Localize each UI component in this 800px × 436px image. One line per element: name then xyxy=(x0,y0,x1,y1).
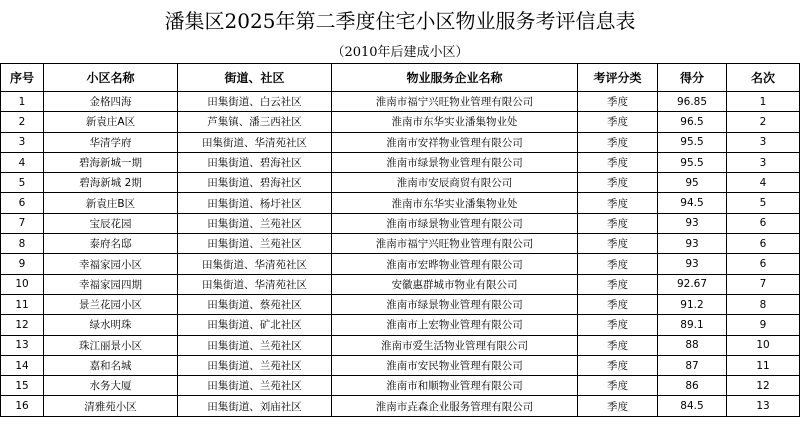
cell-rank: 3 xyxy=(727,132,800,152)
table-row xyxy=(1,396,800,416)
cell-score: 93 xyxy=(658,234,727,254)
cell-category: 季度 xyxy=(578,274,658,294)
cell-company: 淮南市东华实业潘集物业处 xyxy=(332,193,578,213)
header-cell-rank: 名次 xyxy=(727,64,800,92)
page-title: 潘集区2025年第二季度住宅小区物业服务考评信息表 xyxy=(164,8,636,33)
cell-rank: 4 xyxy=(727,173,800,193)
cell-street: 田集街道、白云社区 xyxy=(178,92,332,112)
cell-index: 4 xyxy=(1,152,44,172)
cell-score: 84.5 xyxy=(658,396,727,416)
cell-community: 景兰花园小区 xyxy=(44,294,178,314)
cell-street: 田集街道、兰苑社区 xyxy=(178,213,332,233)
cell-score: 96.85 xyxy=(658,92,727,112)
header-cell-category: 考评分类 xyxy=(578,64,658,92)
cell-company: 淮南市和顺物业管理有限公司 xyxy=(332,376,578,396)
cell-rank: 11 xyxy=(727,355,800,375)
cell-street: 田集街道、杨圩社区 xyxy=(178,193,332,213)
cell-community: 宝辰花园 xyxy=(44,213,178,233)
cell-community: 新袁庄A区 xyxy=(44,112,178,132)
table-row xyxy=(1,376,800,396)
cell-street: 田集街道、华清苑社区 xyxy=(178,132,332,152)
cell-street: 田集街道、刘庙社区 xyxy=(178,396,332,416)
cell-rank: 12 xyxy=(727,376,800,396)
cell-category: 季度 xyxy=(578,335,658,355)
cell-street: 田集街道、蔡苑社区 xyxy=(178,294,332,314)
cell-community: 新袁庄B区 xyxy=(44,193,178,213)
cell-category: 季度 xyxy=(578,376,658,396)
cell-community: 碧海新城 2期 xyxy=(44,173,178,193)
cell-company: 淮南市安民物业管理有限公司 xyxy=(332,355,578,375)
header-cell-index: 序号 xyxy=(1,64,44,92)
cell-score: 93 xyxy=(658,254,727,274)
cell-community: 清雅苑小区 xyxy=(44,396,178,416)
cell-score: 86 xyxy=(658,376,727,396)
cell-index: 9 xyxy=(1,254,44,274)
table-row xyxy=(1,315,800,335)
table-row xyxy=(1,294,800,314)
cell-rank: 6 xyxy=(727,213,800,233)
cell-index: 3 xyxy=(1,132,44,152)
cell-community: 幸福家园小区 xyxy=(44,254,178,274)
cell-community: 碧海新城一期 xyxy=(44,152,178,172)
table-row xyxy=(1,193,800,213)
cell-company: 淮南市福宁兴旺物业管理有限公司 xyxy=(332,234,578,254)
cell-community: 幸福家园四期 xyxy=(44,274,178,294)
header-cell-community: 小区名称 xyxy=(44,64,178,92)
table-row xyxy=(1,173,800,193)
cell-street: 田集街道、兰苑社区 xyxy=(178,335,332,355)
cell-score: 94.5 xyxy=(658,193,727,213)
cell-index: 1 xyxy=(1,92,44,112)
cell-community: 泰府名邸 xyxy=(44,234,178,254)
title-row xyxy=(1,0,800,38)
cell-score: 88 xyxy=(658,335,727,355)
table-row xyxy=(1,112,800,132)
cell-community: 金格四海 xyxy=(44,92,178,112)
cell-rank: 10 xyxy=(727,335,800,355)
cell-score: 91.2 xyxy=(658,294,727,314)
cell-score: 87 xyxy=(658,355,727,375)
cell-score: 95.5 xyxy=(658,132,727,152)
cell-rank: 3 xyxy=(727,152,800,172)
cell-rank: 13 xyxy=(727,396,800,416)
cell-index: 14 xyxy=(1,355,44,375)
cell-company: 淮南市绿景物业管理有限公司 xyxy=(332,294,578,314)
header-cell-street: 街道、社区 xyxy=(178,64,332,92)
cell-street: 芦集镇、潘三西社区 xyxy=(178,112,332,132)
cell-category: 季度 xyxy=(578,173,658,193)
cell-community: 嘉和名城 xyxy=(44,355,178,375)
table-row xyxy=(1,132,800,152)
cell-community: 珠江丽景小区 xyxy=(44,335,178,355)
cell-rank: 2 xyxy=(727,112,800,132)
cell-category: 季度 xyxy=(578,294,658,314)
header-cell-company: 物业服务企业名称 xyxy=(332,64,578,92)
table-row xyxy=(1,92,800,112)
cell-index: 7 xyxy=(1,213,44,233)
cell-company: 安徽惠群城市物业有限公司 xyxy=(332,274,578,294)
cell-category: 季度 xyxy=(578,254,658,274)
cell-category: 季度 xyxy=(578,315,658,335)
table-row xyxy=(1,152,800,172)
cell-index: 15 xyxy=(1,376,44,396)
cell-category: 季度 xyxy=(578,193,658,213)
cell-score: 89.1 xyxy=(658,315,727,335)
table-row xyxy=(1,254,800,274)
cell-score: 95 xyxy=(658,173,727,193)
cell-company: 淮南市宏晔物业管理有限公司 xyxy=(332,254,578,274)
cell-company: 淮南市安辰商贸有限公司 xyxy=(332,173,578,193)
table-row xyxy=(1,335,800,355)
cell-index: 5 xyxy=(1,173,44,193)
cell-category: 季度 xyxy=(578,234,658,254)
cell-index: 8 xyxy=(1,234,44,254)
cell-company: 淮南市绿景物业管理有限公司 xyxy=(332,213,578,233)
cell-rank: 7 xyxy=(727,274,800,294)
cell-category: 季度 xyxy=(578,92,658,112)
cell-street: 田集街道、碧海社区 xyxy=(178,173,332,193)
cell-index: 6 xyxy=(1,193,44,213)
cell-category: 季度 xyxy=(578,152,658,172)
cell-rank: 5 xyxy=(727,193,800,213)
cell-index: 2 xyxy=(1,112,44,132)
cell-community: 绿水明珠 xyxy=(44,315,178,335)
cell-index: 11 xyxy=(1,294,44,314)
cell-company: 淮南市垚森企业服务管理有限公司 xyxy=(332,396,578,416)
cell-score: 93 xyxy=(658,213,727,233)
cell-index: 10 xyxy=(1,274,44,294)
cell-score: 95.5 xyxy=(658,152,727,172)
cell-company: 淮南市爱生活物业管理有限公司 xyxy=(332,335,578,355)
cell-company: 淮南市福宁兴旺物业管理有限公司 xyxy=(332,92,578,112)
cell-street: 田集街道、兰苑社区 xyxy=(178,234,332,254)
cell-street: 田集街道、华清苑社区 xyxy=(178,274,332,294)
cell-company: 淮南市东华实业潘集物业处 xyxy=(332,112,578,132)
cell-company: 淮南市上宏物业管理有限公司 xyxy=(332,315,578,335)
cell-company: 淮南市安祥物业管理有限公司 xyxy=(332,132,578,152)
cell-index: 13 xyxy=(1,335,44,355)
cell-rank: 6 xyxy=(727,254,800,274)
cell-rank: 8 xyxy=(727,294,800,314)
page-subtitle: （2010年后建成小区） xyxy=(1,38,800,64)
cell-street: 田集街道、兰苑社区 xyxy=(178,355,332,375)
cell-category: 季度 xyxy=(578,213,658,233)
cell-rank: 6 xyxy=(727,234,800,254)
cell-street: 田集街道、碧海社区 xyxy=(178,152,332,172)
cell-community: 华清学府 xyxy=(44,132,178,152)
cell-score: 92.67 xyxy=(658,274,727,294)
cell-street: 田集街道、华清苑社区 xyxy=(178,254,332,274)
table-row xyxy=(1,234,800,254)
cell-street: 田集街道、兰苑社区 xyxy=(178,376,332,396)
cell-community: 水务大厦 xyxy=(44,376,178,396)
cell-category: 季度 xyxy=(578,112,658,132)
cell-index: 12 xyxy=(1,315,44,335)
cell-street: 田集街道、矿北社区 xyxy=(178,315,332,335)
cell-category: 季度 xyxy=(578,396,658,416)
table-row xyxy=(1,355,800,375)
cell-score: 96.5 xyxy=(658,112,727,132)
subtitle-row xyxy=(1,38,800,64)
cell-index: 16 xyxy=(1,396,44,416)
cell-category: 季度 xyxy=(578,355,658,375)
table-row xyxy=(1,213,800,233)
cell-category: 季度 xyxy=(578,132,658,152)
header-cell-score: 得分 xyxy=(658,64,727,92)
header-row xyxy=(1,64,800,92)
cell-company: 淮南市绿景物业管理有限公司 xyxy=(332,152,578,172)
table-row xyxy=(1,274,800,294)
cell-rank: 1 xyxy=(727,92,800,112)
cell-rank: 9 xyxy=(727,315,800,335)
